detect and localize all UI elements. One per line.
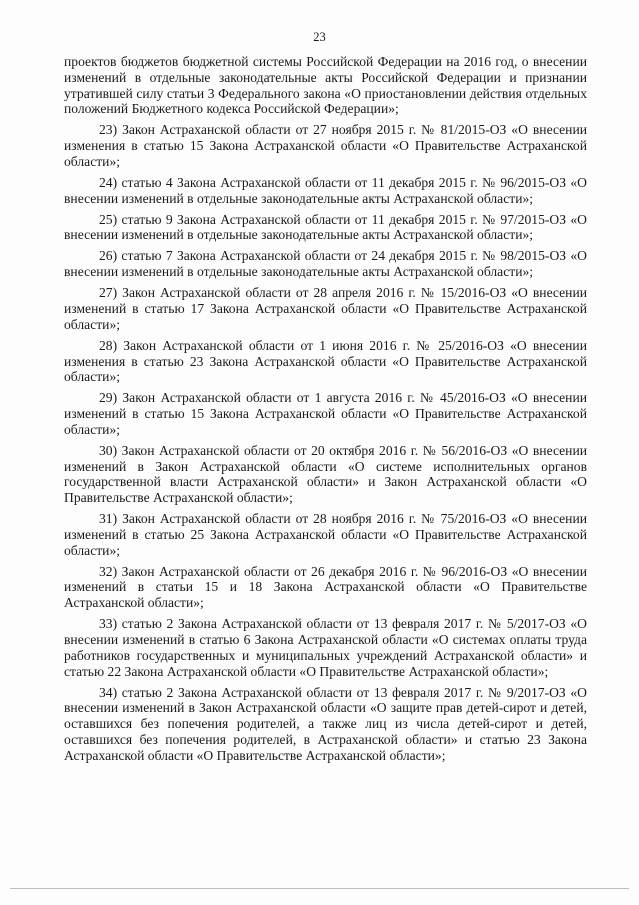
document-body xyxy=(64,54,587,769)
list-item-30: 30) Закон Астраханской области от 20 октября 2016 г. № 56/2016-ОЗ «О внесении изменений в Закон Астраханской области «О системе исполнительных органов государственной власти Астраханской области» и Закон Астраханской области «О Правительстве Астраханской области»; xyxy=(64,442,587,506)
list-item-29: 29) Закон Астраханской области от 1 августа 2016 г. № 45/2016-ОЗ «О внесении изменений в статью 15 Закона Астраханской области «О Правительстве Астраханской области»; xyxy=(64,390,587,437)
list-item-24: 24) статью 4 Закона Астраханской области от 11 декабря 2015 г. № 96/2015-ОЗ «О внесении изменений в отдельные законодательные акты Астраханской области»; xyxy=(64,174,587,206)
list-item-33: 33) статью 2 Закона Астраханской области от 13 февраля 2017 г. № 5/2017-ОЗ «О внесении изменений в статью 6 Закона Астраханской области «О системах оплаты труда работников государственных и муниципальных учреждений Астраханской области» и статью 22 Закона Астраханской области «О Правительстве Астраханской области»; xyxy=(64,616,587,679)
list-item-25: 25) статью 9 Закона Астраханской области от 11 декабря 2015 г. № 97/2015-ОЗ «О внесении изменений в отдельные законодательные акты Астраханской области»; xyxy=(64,211,587,243)
list-item-31: 31) Закон Астраханской области от 28 ноября 2016 г. № 75/2016-ОЗ «О внесении изменений в статью 25 Закона Астраханской области «О Правительстве Астраханской области»; xyxy=(64,511,587,558)
list-item-23: 23) Закон Астраханской области от 27 ноября 2015 г. № 81/2015-ОЗ «О внесении изменения в статью 15 Закона Астраханской области «О Правительстве Астраханской области»; xyxy=(64,122,587,169)
list-item-32: 32) Закон Астраханской области от 26 декабря 2016 г. № 96/2016-ОЗ «О внесении изменений в статьи 15 и 18 Закона Астраханской области «О Правительстве Астраханской области»; xyxy=(64,563,587,611)
page-number: 23 xyxy=(313,30,326,44)
list-item-28: 28) Закон Астраханской области от 1 июня 2016 г. № 25/2016-ОЗ «О внесении изменения в статью 23 Закона Астраханской области «О Правительстве Астраханской области»; xyxy=(64,337,587,385)
paragraph-continuation: проектов бюджетов бюджетной системы Российской Федерации на 2016 год, о внесении изменений в отдельные законодательные акты Российской Федерации и признании утратившей силу статьи 3 Федерального закона «О приостановлении действия отдельных положений Бюджетного кодекса Российской Федерации»; xyxy=(64,54,587,117)
list-item-27: 27) Закон Астраханской области от 28 апреля 2016 г. № 15/2016-ОЗ «О внесении изменений в статью 17 Закона Астраханской области «О Правительстве Астраханской области»; xyxy=(64,285,587,332)
list-item-26: 26) статью 7 Закона Астраханской области от 24 декабря 2015 г. № 98/2015-ОЗ «О внесении изменений в отдельные законодательные акты Астраханской области»; xyxy=(64,248,587,280)
bottom-divider xyxy=(10,888,629,889)
list-item-34: 34) статью 2 Закона Астраханской области от 13 февраля 2017 г. № 9/2017-ОЗ «О внесении изменений в Закон Астраханской области «О защите прав детей-сирот и детей, оставшихся без попечения родителей, а также лиц из числа детей-сирот и детей, оставшихся без попечения родителей, в Астраханской области» и статью 23 Закона Астраханской области «О Правительстве Астраханской области»; xyxy=(64,684,587,763)
